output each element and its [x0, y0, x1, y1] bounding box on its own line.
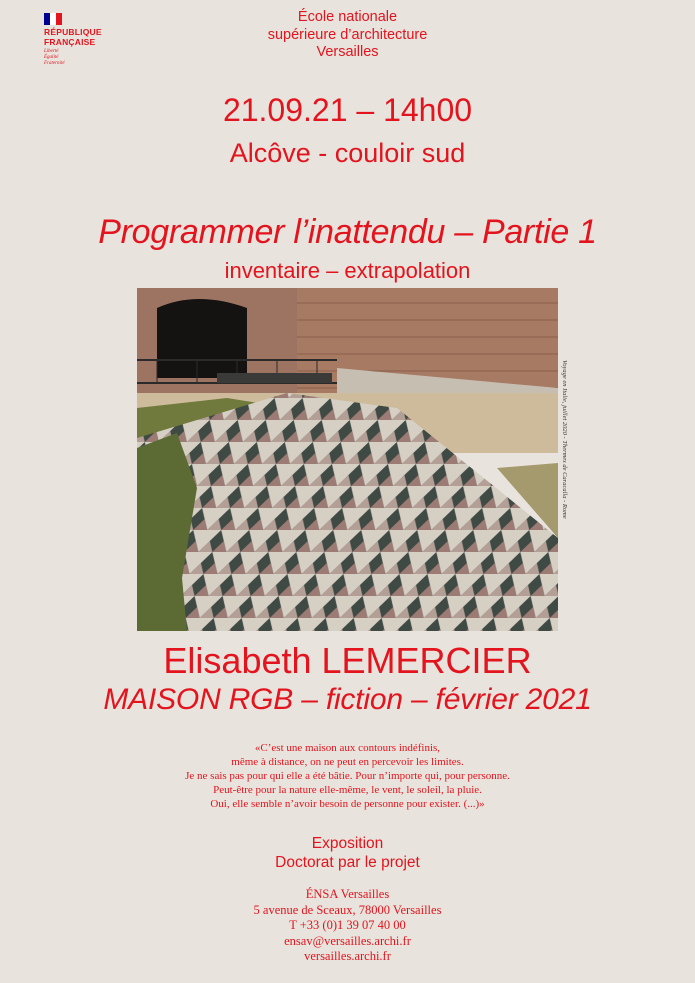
contact-phone: T +33 (0)1 39 07 40 00 — [289, 918, 406, 932]
project-title: MAISON RGB – fiction – février 2021 — [103, 683, 592, 716]
exposition-info: Exposition Doctorat par le projet — [275, 835, 420, 871]
event-location: Alcôve - couloir sud — [229, 138, 466, 168]
contact-website: versailles.archi.fr — [304, 949, 391, 963]
contact-org: ÉNSA Versailles — [305, 887, 390, 901]
logo-line-2: FRANÇAISE — [44, 36, 96, 47]
exhibition-subtitle: inventaire – extrapolation — [224, 258, 471, 283]
logo-line-1: RÉPUBLIQUE — [44, 27, 102, 37]
author-name: Elisabeth LEMERCIER — [163, 640, 532, 681]
contact-block — [0, 887, 695, 965]
photo-mosaic-floor — [137, 288, 558, 631]
logo-motto: Liberté Égalité Fraternité — [44, 49, 65, 66]
quote-block: «C’est une maison aux contours indéfinis, même à distance, on ne peut en percevoir les limites. Je ne sais pas pour qui elle a été bâtie. Pour n’importe qui, pour personne. Peut-être pour la nature elle-même, le vent, le soleil, la pluie. Oui, elle semble n’avoir besoin de personne pour exister. (...)» — [185, 742, 510, 810]
contact-address: 5 avenue de Sceaux, 78000 Versailles — [253, 902, 442, 917]
event-date-time: 21.09.21 – 14h00 — [222, 92, 473, 128]
exhibition-title: Programmer l’inattendu – Partie 1 — [98, 213, 597, 251]
contact-email: ensav@versailles.archi.fr — [284, 933, 411, 948]
school-name: École nationale supérieure d’architecture Versailles — [267, 9, 428, 60]
photo-caption: Voyage en Italie, juillet 2020 - Thermes de Caracalla - Rome — [561, 360, 568, 519]
